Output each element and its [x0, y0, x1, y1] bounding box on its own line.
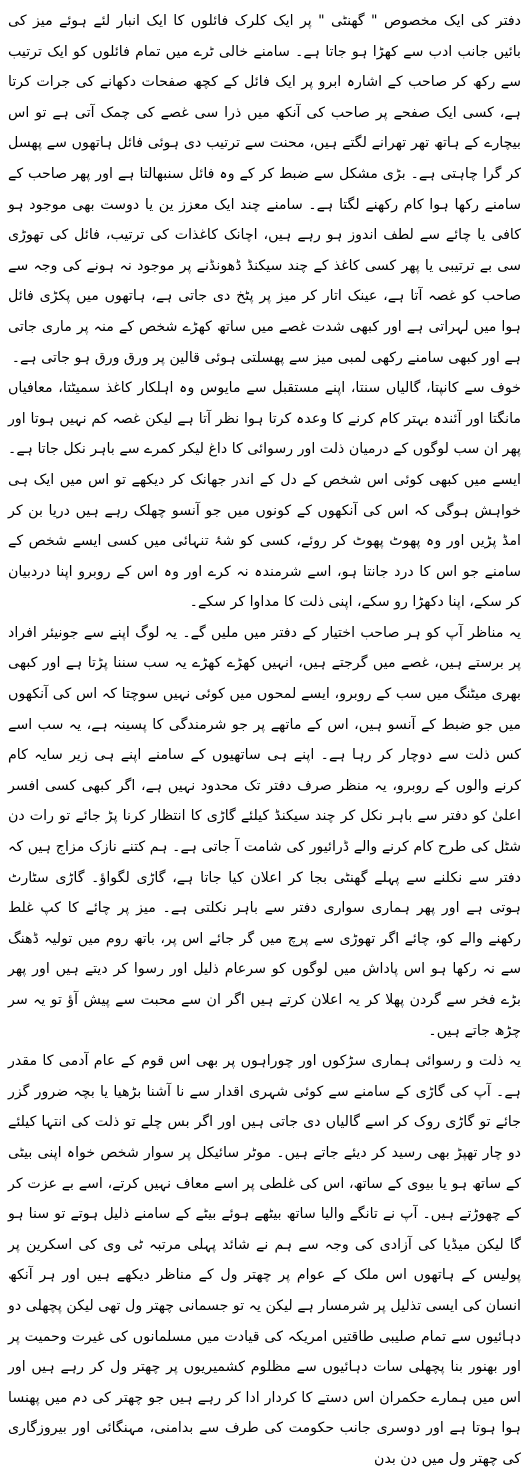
article-paragraph-2: خوف سے کانپتا، گالیاں سنتا، اپنے مستقبل سے مایوس وہ اہلکار کاغذ سمیٹتا، معافیاں مانگتا اور آئندہ بہتر کام کرنے کا وعدہ کرتا ہوا نظر آتا ہے لیکن غصہ کم نہیں ہوتا اور پھر ان سب لوگوں کے درمیان ذلت اور رسوائی کا داغ لیکر کمرے سے باہر نکل جاتا ہے۔ ایسے میں کبھی کوئی اس شخص کے دل کے اندر جھانک کر دیکھے تو اس میں ایک ہی خواہش ہوگی کہ اس کی آنکھوں کے کونوں میں جو آنسو چھلک رہے ہیں دریا بن کر امڈ پڑیں اور وہ پھوٹ پھوٹ کر روئے، کسی کو شۂ تنہائی میں کسی ایسے شخص کے سامنے جو اس کا درد جانتا ہو، اسے شرمندہ نہ کرے اور وہ اس کے روبرو اپنا دردبیان کر سکے، اپنا دکھڑا رو سکے، اپنی ذلت کا مداوا کر سکے۔	[8, 380, 521, 611]
article-paragraph-1: دفتر کی ایک مخصوص " گھنٹی " پر ایک کلرک فائلوں کا ایک انبار لئے ہوئے میز کی بائیں جانب ادب سے کھڑا ہو جاتا ہے۔ سامنے خالی ٹرے میں تمام فائلوں کو ایک ترتیب سے رکھ کر صاحب کے اشارہ ابرو پر ایک فائل کے کچھ صفحات دکھانے کی جرات کرتا ہے، کسی ایک صفحے پر صاحب کی آنکھ میں ذرا سی غصے کی چمک آتی ہے تو اس بیچارے کے ہاتھ تھر تھرانے لگتے ہیں، محنت سے ترتیب دی ہوئی فائل ہاتھوں سے پھسل کر گرا چاہتی ہے۔ بڑی مشکل سے ضبط کر کے وہ فائل سنبھالتا ہے اور پھر صاحب کے سامنے رکھا ہوا کام رکھنے لگتا ہے۔ سامنے چند ایک معزز ین یا دوست بھی موجود ہو کافی یا چائے سے لطف اندوز ہو رہے ہیں، اچانک کاغذات کی ترتیب، فائل کی تھوڑی سی بے ترتیبی یا پھر کسی کاغذ کے چند سیکنڈ ڈھونڈنے پر موجود نہ ہونے کی وجہ سے صاحب کو غصہ آتا ہے، عینک اتار کر میز پر پٹخ دی جاتی ہے، ہاتھوں میں پکڑی فائل ہوا میں لہراتی ہے اور کبھی شدت غصے میں ساتھ کھڑے شخص کے منہ پر ماری جاتی ہے اور کبھی سامنے رکھی لمبی میز سے پھسلتی ہوئی قالین پر ورق ورق ہو جاتی ہے۔	[8, 13, 521, 366]
article-paragraph-4: یہ ذلت و رسوائی ہماری سڑکوں اور چوراہوں پر بھی اس قوم کے عام آدمی کا مقدر ہے۔ آپ کی گاڑی کے سامنے سے کوئی شہری اقدار سے نا آشنا بڑھیا یا بچہ ضرور گزر جائے تو گاڑی روک کر اسے گالیاں دی جاتی ہیں اور اگر بس چلے تو ذلت کی انتہا کیلئے دو چار تھپڑ بھی رسید کر دیئے جاتے ہیں۔ موٹر سائیکل پر سوار شخص خواہ اپنی بیٹی کے ساتھ ہو یا بیوی کے ساتھ، اس کی غلطی پر اسے معاف نہیں کرتے، اسے بے عزت کر کے چھوڑتے ہیں۔ آپ نے تانگے والیا ساتھ بیٹھے ہوئے بیٹے کے سامنے ذلیل ہوتے تو سنا ہو گا لیکن میڈیا کی آزادی کی وجہ سے ہم نے شائد پہلی مرتبہ ٹی وی کی اسکرین پر پولیس کے ہاتھوں اس ملک کے عوام پر چھتر ول کے مناظر دیکھے ہیں اور ہر آنکھ انسان کی ایسی تذلیل پر شرمسار ہے لیکن یہ تو جسمانی چھتر ول تھی لیکن پچھلی دو دہائیوں سے تمام صلیبی طاقتیں امریکہ کی قیادت میں مسلمانوں کی غیرت وحمیت پر اور بھنور بنا پچھلی سات دہائیوں سے مظلوم کشمیریوں پر چھتر ول کر رہے ہیں اور اس میں ہمارے حکمران اس دستے کا کردار ادا کر رہے ہیں جو چھتر کی دم میں پھنسا ہوا ہوتا ہے اور دوسری جانب حکومت کی طرف سے بدامنی، مہنگائی اور بیروزگاری کی چھتر ول میں دن بدن	[8, 1053, 521, 1467]
article-paragraph-3: یہ مناظر آپ کو ہر صاحب اختیار کے دفتر میں ملیں گے۔ یہ لوگ اپنے سے جونیئر افراد پر برستے ہیں، غصے میں گرجتے ہیں، انہیں کھڑے کھڑے یہ سب سننا پڑتا ہے اور کبھی بھری میٹنگ میں سب کے روبرو، ایسے لمحوں میں کوئی نہیں سوچتا کہ اس کی آنکھوں میں جو ضبط کے آنسو ہیں، اس کے ماتھے پر جو شرمندگی کا پسینہ ہے، یہ سب اسے کس ذلت سے دوچار کر رہا ہے۔ اپنے ہی ساتھیوں کے سامنے اپنے ہی زیر سایہ کام کرنے والوں کے روبرو، یہ منظر صرف دفتر تک محدود نہیں ہے، اگر کبھی کسی افسر اعلیٰ کو دفتر سے باہر نکل کر چند سیکنڈ کیلئے گاڑی کا انتظار کرنا پڑ جائے تو رات دن شٹل کی طرح کام کرنے والے ڈرائیور کی شامت آ جاتی ہے۔ ہم کتنے نازک مزاج ہیں کہ دفتر سے نکلنے سے پہلے گھنٹی بجا کر اعلان کیا جاتا ہے، گاڑی لگواؤ۔ گاڑی سٹارٹ ہوتی ہے اور پھر ہماری سواری دفتر سے باہر نکلتی ہے۔ میز پر چائے کا کپ غلط رکھنے والے کو، چائے اگر تھوڑی سے پرچ میں گر جائے اس پر، باتھ روم میں تولیہ ڈھنگ سے نہ رکھا ہو اس پاداش میں لوگوں کو سرعام ذلیل اور رسوا کر دیتے ہیں اور پھر بڑے فخر سے گردن پھلا کر یہ اعلان کرتے ہیں اگر ان سے محبت سے پیش آؤ تو یہ سر چڑھ جاتے ہیں۔	[8, 624, 521, 1039]
